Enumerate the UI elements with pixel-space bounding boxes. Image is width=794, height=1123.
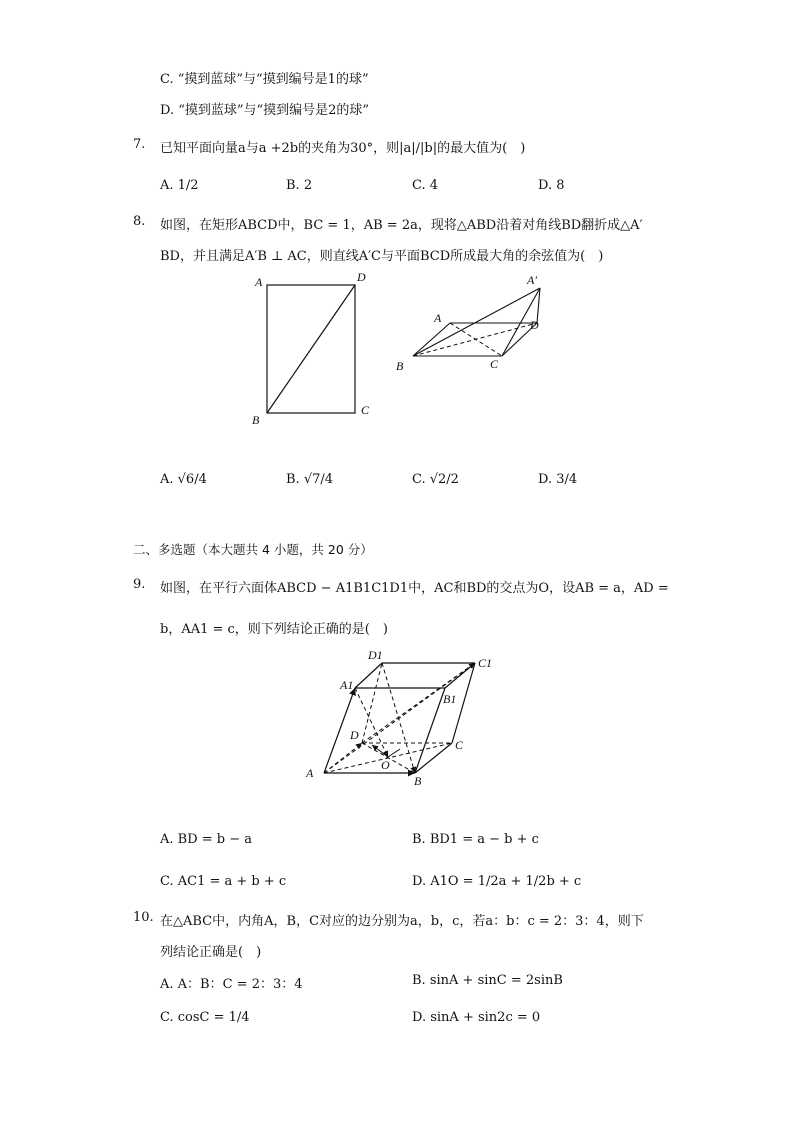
q8-folded-figure	[390, 268, 560, 378]
q8-stem-line2: BD，并且满足A′B ⊥ AC，则直线A′C与平面BCD所成最大角的余弦值为( )	[160, 249, 604, 264]
q8-rectangle-figure	[245, 268, 375, 433]
q7-option-a: A. 1/2	[160, 178, 199, 193]
label-d: D	[350, 728, 359, 742]
q7-option-d: D. 8	[538, 178, 565, 193]
q9-option-a: A. BD = b − a	[160, 832, 253, 847]
diagonal-bd	[267, 285, 355, 413]
q7-option-c: C. 4	[412, 178, 439, 193]
label-b: B	[396, 359, 404, 373]
label-a-prime: A′	[527, 273, 537, 287]
label-d: D	[530, 318, 539, 332]
label-a: A	[434, 311, 442, 325]
label-b: B	[252, 413, 260, 427]
label-c1: C1	[478, 656, 493, 670]
q10-option-a: A. A：B：C = 2：3：4	[160, 977, 303, 992]
label-o: O	[381, 758, 390, 772]
q10-option-b: B. sinA + sinC = 2sinB	[412, 973, 563, 988]
label-a1: A1	[340, 678, 354, 692]
label-b: B	[414, 774, 422, 788]
label-d: D	[357, 270, 366, 284]
q10-stem-line2: 列结论正确是( )	[160, 945, 262, 960]
q9-option-d: D. A1O = 1/2a + 1/2b + c	[412, 874, 582, 889]
q9-number: 9.	[133, 577, 146, 592]
label-c: C	[455, 738, 464, 752]
q10-number: 10.	[133, 910, 154, 925]
q8-number: 8.	[133, 214, 146, 229]
q7-number: 7.	[133, 137, 146, 152]
q7-stem: 已知平面向量a与a +2b的夹角为30°，则|a|/|b|的最大值为( )	[160, 141, 526, 156]
q8-option-b: B. √7/4	[286, 472, 334, 487]
q9-option-b: B. BD1 = a − b + c	[412, 832, 539, 847]
q9-option-c: C. AC1 = a + b + c	[160, 874, 287, 889]
q9-stem-line2: b，AA1 = c，则下列结论正确的是( )	[160, 622, 388, 637]
q8-stem-line1: 如图，在矩形ABCD中，BC = 1，AB = 2a，现将△ABD沿着对角线BD翻折成△A′	[160, 218, 643, 233]
q7-option-b: B. 2	[286, 178, 313, 193]
q10-option-c: C. cosC = 1/4	[160, 1010, 250, 1025]
q6-option-d: D. “摸到蓝球”与“摸到编号是2的球”	[160, 103, 370, 118]
label-c: C	[490, 357, 499, 371]
q8-option-a: A. √6/4	[160, 472, 207, 487]
q10-option-d: D. sinA + sin2c = 0	[412, 1010, 541, 1025]
q9-parallelepiped-figure	[300, 645, 500, 790]
q9-stem-line1: 如图，在平行六面体ABCD − A1B1C1D1中，AC和BD的交点为O，设AB = a，AD =	[160, 581, 669, 596]
label-c: C	[361, 403, 370, 417]
label-a: A	[306, 766, 314, 780]
label-d1: D1	[368, 648, 383, 662]
q8-option-d: D. 3/4	[538, 472, 578, 487]
q6-option-c: C. “摸到蓝球”与“摸到编号是1的球”	[160, 72, 369, 87]
section-title-multiple-choice: 二、多选题（本大题共 4 小题，共 20 分）	[133, 542, 373, 557]
label-b1: B1	[443, 692, 457, 706]
q8-option-c: C. √2/2	[412, 472, 459, 487]
label-a: A	[255, 275, 263, 289]
q10-stem-line1: 在△ABC中，内角A，B，C对应的边分别为a，b，c，若a：b：c = 2：3：4，则下	[160, 914, 644, 929]
